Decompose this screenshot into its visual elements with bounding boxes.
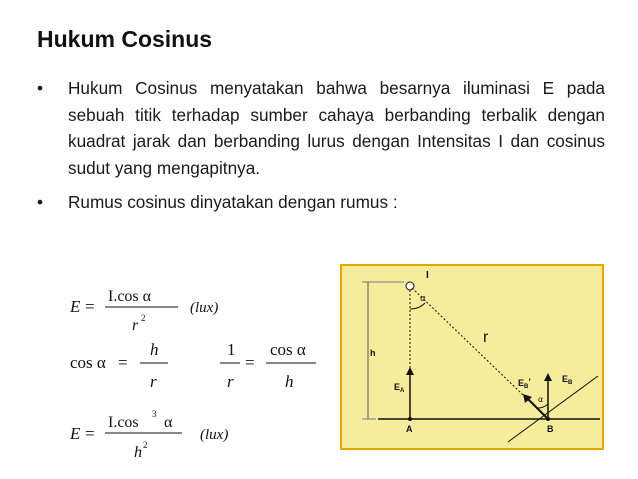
- diagram-background: [341, 265, 603, 449]
- formula-numerator-left: 1: [227, 340, 236, 359]
- label-point-b: B: [547, 424, 554, 434]
- formula-numerator-right: cos α: [270, 340, 306, 359]
- label-h: h: [370, 348, 376, 358]
- bullet-text: Hukum Cosinus menyatakan bahwa besarnya iluminasi E pada sebuah titik terhadap sumber cahaya berbanding terbalik dengan kuadrat jarak dan berbanding lurus dengan Intensitas I dan cosinus sudut yang mengapitnya.: [68, 78, 605, 178]
- formula-equals: =: [245, 353, 255, 372]
- label-eb-prime: $E_B$’: [518, 377, 531, 390]
- label-point-a: A: [406, 424, 413, 434]
- bullet-item-definition: [37, 75, 605, 181]
- formula-denominator: h: [134, 444, 142, 461]
- bullet-dot-icon: •: [37, 78, 44, 98]
- label-r: r: [483, 329, 489, 346]
- formula-numerator: h: [150, 340, 159, 359]
- point-a-icon: [408, 417, 412, 421]
- formula-denominator-exponent: 2: [141, 313, 146, 323]
- point-b-icon: [546, 417, 550, 421]
- formula-cos-alpha: [70, 340, 168, 391]
- bullet-dot-icon: •: [37, 192, 44, 212]
- formula-numerator: I.cos: [108, 414, 139, 431]
- formula-lhs: E: [70, 424, 81, 443]
- formula-denominator: r: [132, 317, 139, 334]
- formula-numerator: I.cos α: [108, 288, 152, 305]
- formula-unit: (lux): [200, 427, 229, 443]
- formula-equals: =: [85, 424, 95, 443]
- formula-numerator-exponent: 3: [152, 409, 157, 419]
- formula-denominator-left: r: [227, 372, 234, 391]
- label-alpha: α: [420, 294, 426, 304]
- label-source: I: [426, 270, 429, 281]
- formula-denominator-exponent: 2: [143, 440, 148, 450]
- formula-block: [70, 275, 330, 475]
- formula-lhs: cos α: [70, 353, 106, 372]
- formula-reciprocal: [220, 340, 316, 391]
- cosine-law-diagram: [340, 264, 604, 450]
- slide-title: Hukum Cosinus: [37, 26, 213, 52]
- bullet-list: [37, 75, 605, 216]
- label-eb: $E_B$: [562, 374, 573, 386]
- formula-equals: =: [118, 353, 128, 372]
- bullet-text: Rumus cosinus dinyatakan dengan rumus :: [68, 192, 398, 212]
- formula-lhs: E: [70, 297, 81, 316]
- bullet-item-formula-intro: [37, 189, 605, 216]
- formula-illuminance-r: [70, 288, 218, 334]
- formula-denominator-right: h: [285, 372, 294, 391]
- label-ea: $E_A$: [394, 382, 405, 394]
- formula-numerator-alpha: α: [164, 414, 173, 431]
- formula-illuminance-h: [70, 409, 228, 461]
- formula-equals: =: [85, 297, 95, 316]
- formula-denominator: r: [150, 372, 157, 391]
- formula-unit: (lux): [190, 300, 219, 316]
- label-alpha-b: α: [538, 395, 544, 404]
